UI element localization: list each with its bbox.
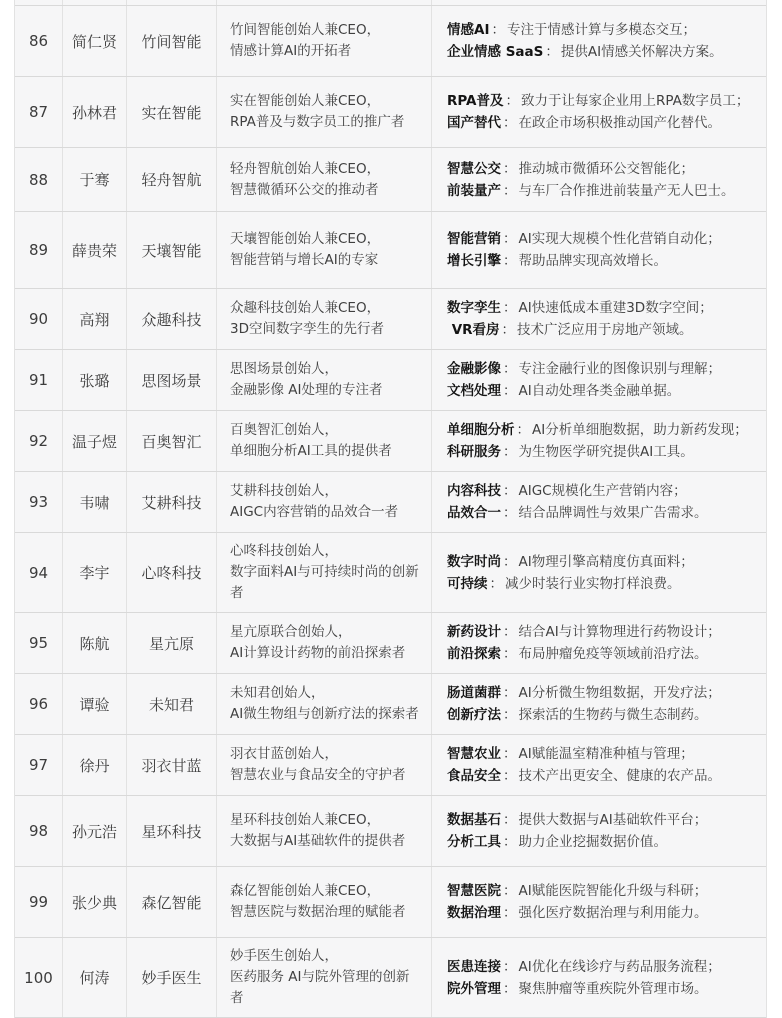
rank-cell: 99: [28, 893, 49, 911]
highlight-text: 专注于情感计算与多模态交互；: [506, 22, 696, 38]
colon-separator: ：: [503, 624, 517, 640]
highlight-keyword: 新药设计: [447, 624, 501, 640]
company-cell: 轻舟智航: [126, 148, 216, 211]
colon-separator: ：: [503, 231, 517, 247]
name-cell: 薛贵荣: [62, 212, 126, 288]
company-cell: 百奥智汇: [126, 411, 216, 471]
table-row: [15, 867, 766, 938]
highlight-text: 结合AI与计算物理进行药物设计；: [518, 624, 721, 640]
highlight-keyword: 智能营销: [447, 231, 501, 247]
highlight-text: AI优化在线诊疗与药品服务流程；: [518, 958, 721, 975]
highlight-text: 提供AI情感关怀解决方案。: [560, 44, 723, 60]
highlight-line-1: [447, 419, 748, 441]
description-cell: [216, 6, 431, 76]
highlight-text: 布局肿瘤免疫等领域前沿疗法。: [518, 646, 708, 662]
company-cell: 心咚科技: [126, 533, 216, 612]
highlight-text: 聚焦肿瘤等重疾院外管理市场。: [518, 980, 708, 997]
description-line-1: 思图场景创始人，: [230, 361, 338, 377]
description-line-2: 情感计算AI的开拓者: [230, 43, 352, 59]
description-line-1: 实在智能创始人兼CEO，: [230, 93, 381, 109]
description-cell: [216, 0, 431, 5]
table-row: [15, 674, 766, 735]
highlights-cell: [431, 212, 766, 288]
table-row: [15, 938, 766, 1018]
highlight-line-1: [447, 621, 721, 643]
description-line-2: AI计算设计药物的前沿探索者: [230, 645, 406, 661]
colon-separator: ：: [503, 812, 517, 828]
highlight-keyword: 数字时尚: [447, 553, 501, 570]
ranking-table: [14, 0, 767, 1018]
description-line-1: 天壤智能创始人兼CEO，: [230, 231, 381, 247]
description-cell: [216, 867, 431, 937]
company-cell: 森亿智能: [126, 867, 216, 937]
highlight-keyword: 前沿探索: [447, 646, 501, 662]
description-cell: [216, 796, 431, 866]
description-cell: [216, 289, 431, 349]
description-line-2: 医药服务 AI与院外管理的创新者: [230, 969, 410, 1006]
highlight-text: AI分析单细胞数据，助力新药发现；: [532, 422, 748, 438]
colon-separator: ：: [503, 444, 517, 460]
description-line-1: 百奥智汇创始人，: [230, 422, 338, 438]
colon-separator: ：: [503, 768, 517, 784]
highlight-text: 技术广泛应用于房地产领域。: [517, 322, 693, 338]
highlight-text: 推动城市微循环公交智能化；: [518, 160, 694, 177]
name-cell: 李宇: [62, 533, 126, 612]
description-line-1: 竹间智能创始人兼CEO，: [230, 22, 381, 38]
table-row: [15, 6, 766, 77]
description-line-2: 金融影像 AI处理的专注者: [230, 382, 383, 398]
description-line-1: 轻舟智航创始人兼CEO，: [230, 160, 381, 177]
highlight-line-2: [447, 902, 708, 924]
name-cell: 陈航: [62, 613, 126, 673]
name-cell: 谭验: [62, 674, 126, 734]
name-cell: 张少典: [62, 867, 126, 937]
colon-separator: ：: [503, 883, 517, 899]
highlight-line-2: [447, 704, 708, 726]
highlight-keyword: 内容科技: [447, 483, 501, 499]
name-cell: 高翔: [62, 289, 126, 349]
highlight-text: AI分析微生物组数据，开发疗法；: [518, 685, 721, 701]
name-cell: 温子煜: [62, 411, 126, 471]
description-line-1: 未知君创始人，: [230, 685, 325, 701]
highlights-cell: [431, 77, 766, 147]
table-row: [15, 472, 766, 533]
description-line-2: RPA普及与数字员工的推广者: [230, 114, 405, 130]
rank-cell: 100: [24, 968, 53, 987]
description-line-1: 星亢原联合创始人，: [230, 624, 352, 640]
highlight-line-1: [447, 480, 687, 502]
name-cell: 于骞: [62, 148, 126, 211]
colon-separator: ：: [505, 93, 519, 109]
description-line-1: 心咚科技创始人，: [230, 543, 338, 559]
highlight-line-2: [447, 319, 693, 341]
colon-separator: ：: [503, 707, 517, 723]
highlight-keyword: 科研服务: [447, 444, 501, 460]
highlight-keyword: 情感AI: [447, 22, 490, 38]
company-cell: 众趣科技: [126, 289, 216, 349]
description-cell: [216, 938, 431, 1017]
highlight-line-2: [447, 380, 680, 402]
colon-separator: ：: [503, 834, 517, 850]
highlights-cell: [431, 796, 766, 866]
name-cell: 孙元浩: [62, 796, 126, 866]
highlight-keyword: 院外管理: [447, 980, 501, 997]
colon-separator: ：: [503, 505, 517, 521]
colon-separator: ：: [491, 22, 505, 38]
table-row: [15, 613, 766, 674]
highlight-line-2: [447, 441, 694, 463]
highlight-keyword: 数字孪生: [447, 300, 501, 316]
highlight-text: 在政企市场积极推动国产化替代。: [518, 115, 721, 131]
highlight-keyword: 前装量产: [447, 182, 501, 199]
highlight-line-2: [447, 831, 667, 853]
highlight-keyword: 品效合一: [447, 505, 501, 521]
rank-cell: 97: [28, 756, 49, 774]
highlight-keyword: 医患连接: [447, 958, 501, 975]
highlight-text: 结合品牌调性与效果广告需求。: [518, 505, 708, 521]
table-rows: [15, 6, 766, 1018]
colon-separator: ：: [503, 746, 517, 762]
company-cell: 羽衣甘蓝: [126, 735, 216, 795]
highlight-keyword: 肠道菌群: [447, 685, 501, 701]
rank-cell: [15, 0, 62, 5]
colon-separator: ：: [501, 322, 516, 338]
highlight-line-2: [447, 573, 681, 595]
highlight-text: AI赋能温室精准种植与管理；: [518, 746, 694, 762]
highlight-text: AIGC规模化生产营销内容；: [518, 483, 687, 499]
description-line-2: 单细胞分析AI工具的提供者: [230, 443, 392, 459]
highlight-line-1: [447, 809, 707, 831]
highlights-cell: [431, 613, 766, 673]
highlight-line-1: [447, 551, 694, 573]
highlight-keyword: 国产替代: [447, 115, 501, 131]
table-row: [15, 77, 766, 148]
colon-separator: ：: [516, 422, 530, 438]
description-cell: [216, 411, 431, 471]
colon-separator: ：: [545, 44, 559, 60]
highlight-line-1: [447, 158, 694, 180]
name-cell: 何涛: [62, 938, 126, 1017]
highlight-text: 技术产出更安全、健康的农产品。: [518, 768, 721, 784]
rank-cell: 96: [28, 695, 49, 713]
description-cell: [216, 674, 431, 734]
highlight-text: AI赋能医院智能化升级与科研；: [518, 883, 708, 899]
description-line-1: 星环科技创始人兼CEO，: [230, 812, 381, 828]
table-row: [15, 735, 766, 796]
description-cell: [216, 472, 431, 532]
highlight-line-1: [447, 90, 749, 112]
colon-separator: ：: [503, 253, 517, 269]
description-line-2: 数字面料AI与可持续时尚的创新者: [230, 564, 419, 601]
rank-cell: 92: [28, 432, 49, 450]
highlights-cell: [431, 148, 766, 211]
highlight-keyword: VR看房: [447, 322, 500, 338]
company-cell: 竹间智能: [126, 6, 216, 76]
highlights-cell: [431, 735, 766, 795]
table-row: [15, 148, 766, 212]
highlight-keyword: 数据治理: [447, 905, 501, 921]
highlight-text: 为生物医学研究提供AI工具。: [518, 444, 694, 460]
rank-cell: 98: [28, 822, 49, 840]
description-line-2: 智慧农业与食品安全的守护者: [230, 767, 406, 783]
rank-cell: 86: [28, 32, 49, 50]
name-cell: 张璐: [62, 350, 126, 410]
highlights-cell: [431, 289, 766, 349]
description-cell: [216, 77, 431, 147]
colon-separator: ：: [489, 575, 503, 592]
description-cell: [216, 148, 431, 211]
company-cell: 未知君: [126, 674, 216, 734]
description-line-2: 智慧微循环公交的推动者: [230, 181, 379, 198]
colon-separator: ：: [503, 646, 517, 662]
highlights-cell: [431, 533, 766, 612]
highlight-keyword: 企业情感 SaaS: [447, 44, 544, 60]
description-cell: [216, 735, 431, 795]
table-row: [15, 411, 766, 472]
highlight-line-1: [447, 297, 713, 319]
highlight-keyword: 单细胞分析: [447, 422, 515, 438]
company-cell: 星环科技: [126, 796, 216, 866]
highlight-keyword: 分析工具: [447, 834, 501, 850]
highlight-text: AI实现大规模个性化营销自动化；: [518, 231, 721, 247]
highlight-keyword: 数据基石: [447, 812, 501, 828]
highlight-keyword: 文档处理: [447, 383, 501, 399]
highlight-text: 专注金融行业的图像识别与理解；: [518, 361, 721, 377]
table-row: [15, 289, 766, 350]
description-line-2: 3D空间数字孪生的先行者: [230, 321, 384, 337]
highlight-text: 强化医疗数据治理与利用能力。: [518, 905, 708, 921]
highlight-keyword: 创新疗法: [447, 707, 501, 723]
highlights-cell: [431, 867, 766, 937]
highlight-keyword: RPA普及: [447, 93, 504, 109]
highlight-text: AI物理引擎高精度仿真面料；: [518, 553, 694, 570]
highlight-keyword: 智慧医院: [447, 883, 501, 899]
highlight-line-2: [447, 250, 667, 272]
description-line-2: AI微生物组与创新疗法的探索者: [230, 706, 419, 722]
company-cell: 实在智能: [126, 77, 216, 147]
highlights-cell: [431, 350, 766, 410]
table-row: [15, 796, 766, 867]
highlight-line-1: [447, 743, 694, 765]
colon-separator: ：: [503, 553, 517, 570]
highlight-text: 与车厂合作推进前装量产无人巴士。: [518, 182, 735, 199]
description-line-1: 众趣科技创始人兼CEO，: [230, 300, 381, 316]
name-cell: 孙林君: [62, 77, 126, 147]
company-cell: 妙手医生: [126, 938, 216, 1017]
highlight-line-1: [447, 682, 721, 704]
highlight-keyword: 可持续: [447, 575, 488, 592]
colon-separator: ：: [503, 115, 517, 131]
company-cell: [126, 0, 216, 5]
description-line-2: 大数据与AI基础软件的提供者: [230, 833, 406, 849]
description-line-1: 森亿智能创始人兼CEO，: [230, 883, 381, 899]
rank-cell: 90: [28, 310, 49, 328]
highlight-text: 探索活的生物药与微生态制药。: [518, 707, 708, 723]
colon-separator: ：: [503, 383, 517, 399]
table-row: [15, 350, 766, 411]
highlight-line-2: [447, 502, 708, 524]
highlights-cell: [431, 411, 766, 471]
colon-separator: ：: [503, 300, 517, 316]
description-line-2: AIGC内容营销的品效合一者: [230, 504, 399, 520]
colon-separator: ：: [503, 905, 517, 921]
description-cell: [216, 533, 431, 612]
highlight-line-1: [447, 358, 721, 380]
description-line-2: 智能营销与增长AI的专家: [230, 252, 379, 268]
colon-separator: ：: [503, 182, 517, 199]
rank-cell: 95: [28, 634, 49, 652]
highlight-line-1: [447, 956, 721, 978]
highlight-text: 助力企业挖掘数据价值。: [518, 834, 667, 850]
rank-cell: 87: [28, 103, 49, 121]
description-line-1: 妙手医生创始人，: [230, 948, 338, 964]
highlights-cell: [431, 0, 766, 5]
description-line-1: 羽衣甘蓝创始人，: [230, 746, 338, 762]
highlight-line-1: [447, 19, 696, 41]
highlight-text: AI快速低成本重建3D数字空间；: [518, 300, 713, 316]
highlight-text: AI自动处理各类金融单据。: [518, 383, 681, 399]
highlight-keyword: 金融影像: [447, 361, 501, 377]
highlight-text: 提供大数据与AI基础软件平台；: [518, 812, 708, 828]
highlights-cell: [431, 938, 766, 1017]
rank-cell: 88: [28, 170, 49, 189]
highlights-cell: [431, 6, 766, 76]
highlight-keyword: 智慧农业: [447, 746, 501, 762]
highlight-keyword: 智慧公交: [447, 160, 501, 177]
company-cell: 艾耕科技: [126, 472, 216, 532]
description-cell: [216, 613, 431, 673]
highlight-line-1: [447, 880, 707, 902]
highlight-line-1: [447, 228, 721, 250]
highlight-line-2: [447, 643, 708, 665]
description-line-2: 智慧医院与数据治理的赋能者: [230, 904, 406, 920]
colon-separator: ：: [503, 160, 517, 177]
highlight-text: 减少时装行业实物打样浪费。: [505, 575, 681, 592]
rank-cell: 89: [28, 241, 49, 259]
rank-cell: 94: [28, 563, 49, 582]
colon-separator: ：: [503, 958, 517, 975]
colon-separator: ：: [503, 980, 517, 997]
company-cell: 天壤智能: [126, 212, 216, 288]
highlight-line-2: [447, 41, 723, 63]
highlight-text: 致力于让每家企业用上RPA数字员工；: [521, 93, 750, 109]
rank-cell: 93: [28, 493, 49, 511]
name-cell: 简仁贤: [62, 6, 126, 76]
name-cell: [62, 0, 126, 5]
highlight-line-2: [447, 180, 735, 202]
name-cell: 韦啸: [62, 472, 126, 532]
table-row: [15, 533, 766, 613]
highlight-line-2: [447, 978, 708, 1000]
name-cell: 徐丹: [62, 735, 126, 795]
colon-separator: ：: [503, 685, 517, 701]
company-cell: 思图场景: [126, 350, 216, 410]
highlights-cell: [431, 674, 766, 734]
highlight-line-2: [447, 765, 721, 787]
company-cell: 星亢原: [126, 613, 216, 673]
highlight-keyword: 食品安全: [447, 768, 501, 784]
highlight-text: 帮助品牌实现高效增长。: [518, 253, 667, 269]
rank-cell: 91: [28, 371, 49, 389]
description-line-1: 艾耕科技创始人，: [230, 483, 338, 499]
table-row: [15, 212, 766, 289]
colon-separator: ：: [503, 361, 517, 377]
highlight-line-2: [447, 112, 721, 134]
description-cell: [216, 350, 431, 410]
highlights-cell: [431, 472, 766, 532]
highlight-keyword: 增长引擎: [447, 253, 501, 269]
description-cell: [216, 212, 431, 288]
colon-separator: ：: [503, 483, 517, 499]
